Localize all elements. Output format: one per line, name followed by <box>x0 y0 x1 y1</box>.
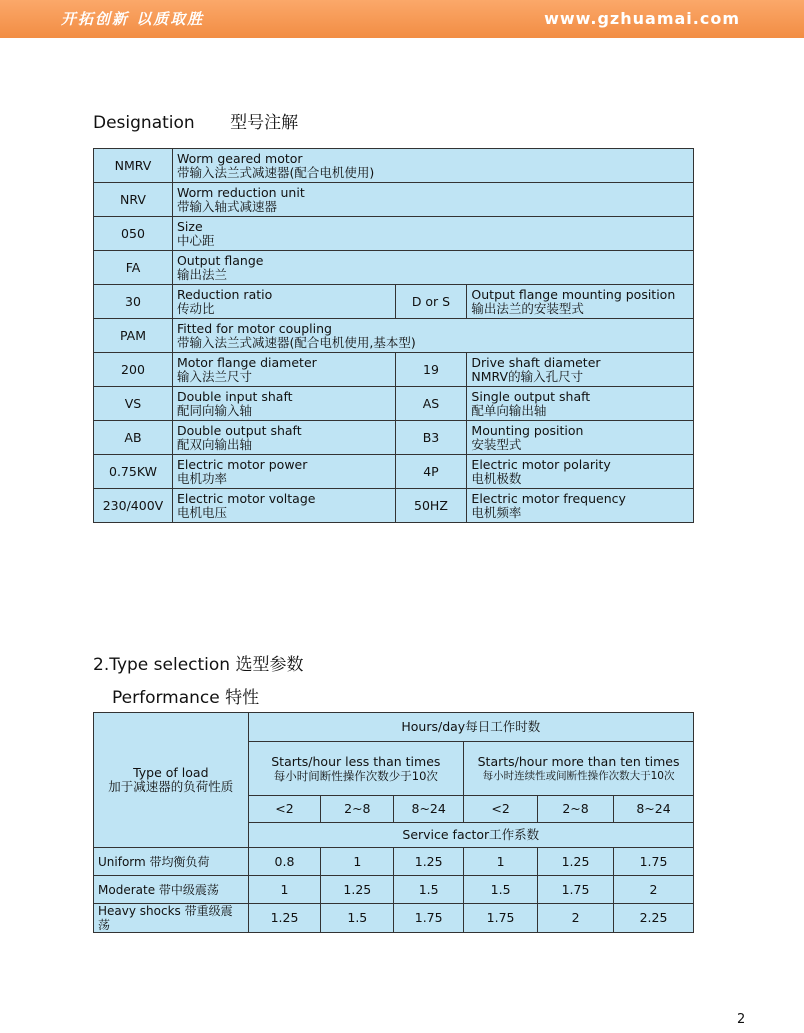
designation-row <box>94 353 694 387</box>
load-type-cn: 加于减速器的负荷性质 <box>108 779 234 794</box>
cell-en: Worm geared motor <box>176 150 303 166</box>
range-cell: 8~24 <box>614 796 694 823</box>
cell-cn: 带输入轴式减速器 <box>176 198 277 214</box>
cell-cn: 带输入法兰式减速器(配合电机使用,基本型) <box>176 334 416 350</box>
designation-desc <box>172 183 693 217</box>
designation-row <box>94 285 694 319</box>
designation-code-2: 4P <box>395 455 467 489</box>
hours-header: Hours/day每日工作时数 <box>248 713 693 742</box>
designation-code: FA <box>94 251 173 285</box>
cell-en: Drive shaft diameter <box>471 354 601 370</box>
designation-desc <box>172 455 395 489</box>
designation-row <box>94 251 694 285</box>
cell-cn: 电机电压 <box>176 504 227 520</box>
cell-en: Output flange <box>176 252 264 268</box>
service-factor-value: 1.25 <box>538 848 614 876</box>
cell-cn: 电机功率 <box>176 470 227 486</box>
designation-code: NMRV <box>94 149 173 183</box>
service-factor-header: Service factor工作系数 <box>248 823 693 848</box>
cell-en: Motor flange diameter <box>176 354 317 370</box>
service-factor-value: 1.75 <box>464 904 538 933</box>
cell-cn: 电机极数 <box>471 470 522 486</box>
service-factor-value: 1.5 <box>464 876 538 904</box>
designation-title-cn: 型号注解 <box>230 113 299 133</box>
range-cell: <2 <box>248 796 321 823</box>
performance-subtitle: Performance 特性 <box>112 688 260 708</box>
designation-row <box>94 387 694 421</box>
service-factor-value: 0.8 <box>248 848 321 876</box>
cell-cn: NMRV的输入孔尺寸 <box>471 368 584 384</box>
service-factor-value: 2 <box>614 876 694 904</box>
load-type-label: Uniform 带均衡负荷 <box>94 848 249 876</box>
service-factor-value: 2.25 <box>614 904 694 933</box>
load-type-label: Heavy shocks 带重级震荡 <box>94 904 249 933</box>
cell-cn: 输出法兰的安装型式 <box>471 300 584 316</box>
designation-code: VS <box>94 387 173 421</box>
cell-en: Output flange mounting position <box>471 286 676 302</box>
designation-desc <box>172 353 395 387</box>
designation-title: Designation <box>93 113 195 133</box>
service-factor-value: 1.75 <box>394 904 464 933</box>
designation-code: 230/400V <box>94 489 173 523</box>
designation-row <box>94 421 694 455</box>
designation-code: NRV <box>94 183 173 217</box>
cell-en: Electric motor polarity <box>471 456 611 472</box>
designation-desc-2 <box>467 387 694 421</box>
designation-code-2: D or S <box>395 285 467 319</box>
range-cell: <2 <box>464 796 538 823</box>
cell-en: Electric motor frequency <box>471 490 626 506</box>
service-factor-value: 1.75 <box>538 876 614 904</box>
designation-code: 200 <box>94 353 173 387</box>
service-factor-value: 1 <box>248 876 321 904</box>
designation-desc-2 <box>467 421 694 455</box>
designation-row <box>94 455 694 489</box>
designation-table <box>93 148 694 523</box>
load-type-label: Moderate 带中级震荡 <box>94 876 249 904</box>
starts-less-cn: 每小时间断性操作次数少于10次 <box>273 768 438 783</box>
designation-row <box>94 489 694 523</box>
cell-en: Fitted for motor coupling <box>176 320 332 336</box>
designation-code: 0.75KW <box>94 455 173 489</box>
range-cell: 8~24 <box>394 796 464 823</box>
designation-code-2: AS <box>395 387 467 421</box>
service-factor-value: 1 <box>321 848 394 876</box>
cell-en: Double output shaft <box>176 422 302 438</box>
designation-desc-2 <box>467 489 694 523</box>
service-factor-value: 1 <box>464 848 538 876</box>
designation-desc <box>172 319 693 353</box>
performance-row <box>94 848 694 876</box>
cell-en: Double input shaft <box>176 388 293 404</box>
header-bar <box>0 0 804 38</box>
designation-desc-2 <box>467 455 694 489</box>
cell-cn: 配单向输出轴 <box>471 402 547 418</box>
designation-desc-2 <box>467 285 694 319</box>
designation-code: PAM <box>94 319 173 353</box>
page-number: 2 <box>737 1012 746 1027</box>
service-factor-value: 1.25 <box>394 848 464 876</box>
starts-more-cn: 每小时连续性或间断性操作次数大于10次 <box>482 769 675 782</box>
designation-desc <box>172 421 395 455</box>
performance-table <box>93 712 694 933</box>
designation-row <box>94 217 694 251</box>
header-website[interactable]: www.gzhuamai.com <box>544 9 740 28</box>
designation-desc-2 <box>467 353 694 387</box>
range-cell: 2~8 <box>538 796 614 823</box>
service-factor-value: 2 <box>538 904 614 933</box>
service-factor-value: 1.25 <box>321 876 394 904</box>
cell-en: Mounting position <box>471 422 584 438</box>
cell-cn: 传动比 <box>176 300 215 316</box>
designation-desc <box>172 251 693 285</box>
cell-en: Reduction ratio <box>176 286 273 302</box>
service-factor-value: 1.5 <box>394 876 464 904</box>
designation-desc <box>172 387 395 421</box>
cell-en: Single output shaft <box>471 388 591 404</box>
starts-less-en: Starts/hour less than times <box>271 753 441 769</box>
designation-heading <box>93 108 298 133</box>
designation-code: 30 <box>94 285 173 319</box>
cell-cn: 输出法兰 <box>176 266 227 282</box>
cell-cn: 配同向输入轴 <box>176 402 252 418</box>
starts-less-header <box>248 742 464 796</box>
starts-more-en: Starts/hour more than ten times <box>477 753 680 769</box>
load-type-en: Type of load <box>133 765 209 780</box>
service-factor-value: 1.75 <box>614 848 694 876</box>
starts-more-header <box>464 742 694 796</box>
cell-cn: 带输入法兰式减速器(配合电机使用) <box>176 164 375 180</box>
performance-row <box>94 904 694 933</box>
header-slogan: 开拓创新 以质取胜 <box>61 10 205 28</box>
cell-cn: 配双向输出轴 <box>176 436 252 452</box>
performance-row <box>94 876 694 904</box>
cell-cn: 安装型式 <box>471 436 522 452</box>
cell-en: Size <box>176 218 203 234</box>
designation-desc <box>172 149 693 183</box>
load-type-header <box>94 713 249 848</box>
cell-cn: 中心距 <box>176 232 215 248</box>
designation-desc <box>172 285 395 319</box>
service-factor-value: 1.5 <box>321 904 394 933</box>
designation-row <box>94 183 694 217</box>
service-factor-value: 1.25 <box>248 904 321 933</box>
cell-en: Electric motor power <box>176 456 308 472</box>
cell-en: Electric motor voltage <box>176 490 316 506</box>
type-selection-title: 2.Type selection 选型参数 <box>93 655 304 675</box>
designation-code-2: 50HZ <box>395 489 467 523</box>
designation-row <box>94 319 694 353</box>
cell-cn: 输入法兰尺寸 <box>176 368 252 384</box>
designation-code: AB <box>94 421 173 455</box>
designation-desc <box>172 489 395 523</box>
cell-cn: 电机频率 <box>471 504 522 520</box>
range-cell: 2~8 <box>321 796 394 823</box>
designation-desc <box>172 217 693 251</box>
designation-row <box>94 149 694 183</box>
designation-code-2: 19 <box>395 353 467 387</box>
cell-en: Worm reduction unit <box>176 184 305 200</box>
designation-code: 050 <box>94 217 173 251</box>
designation-code-2: B3 <box>395 421 467 455</box>
